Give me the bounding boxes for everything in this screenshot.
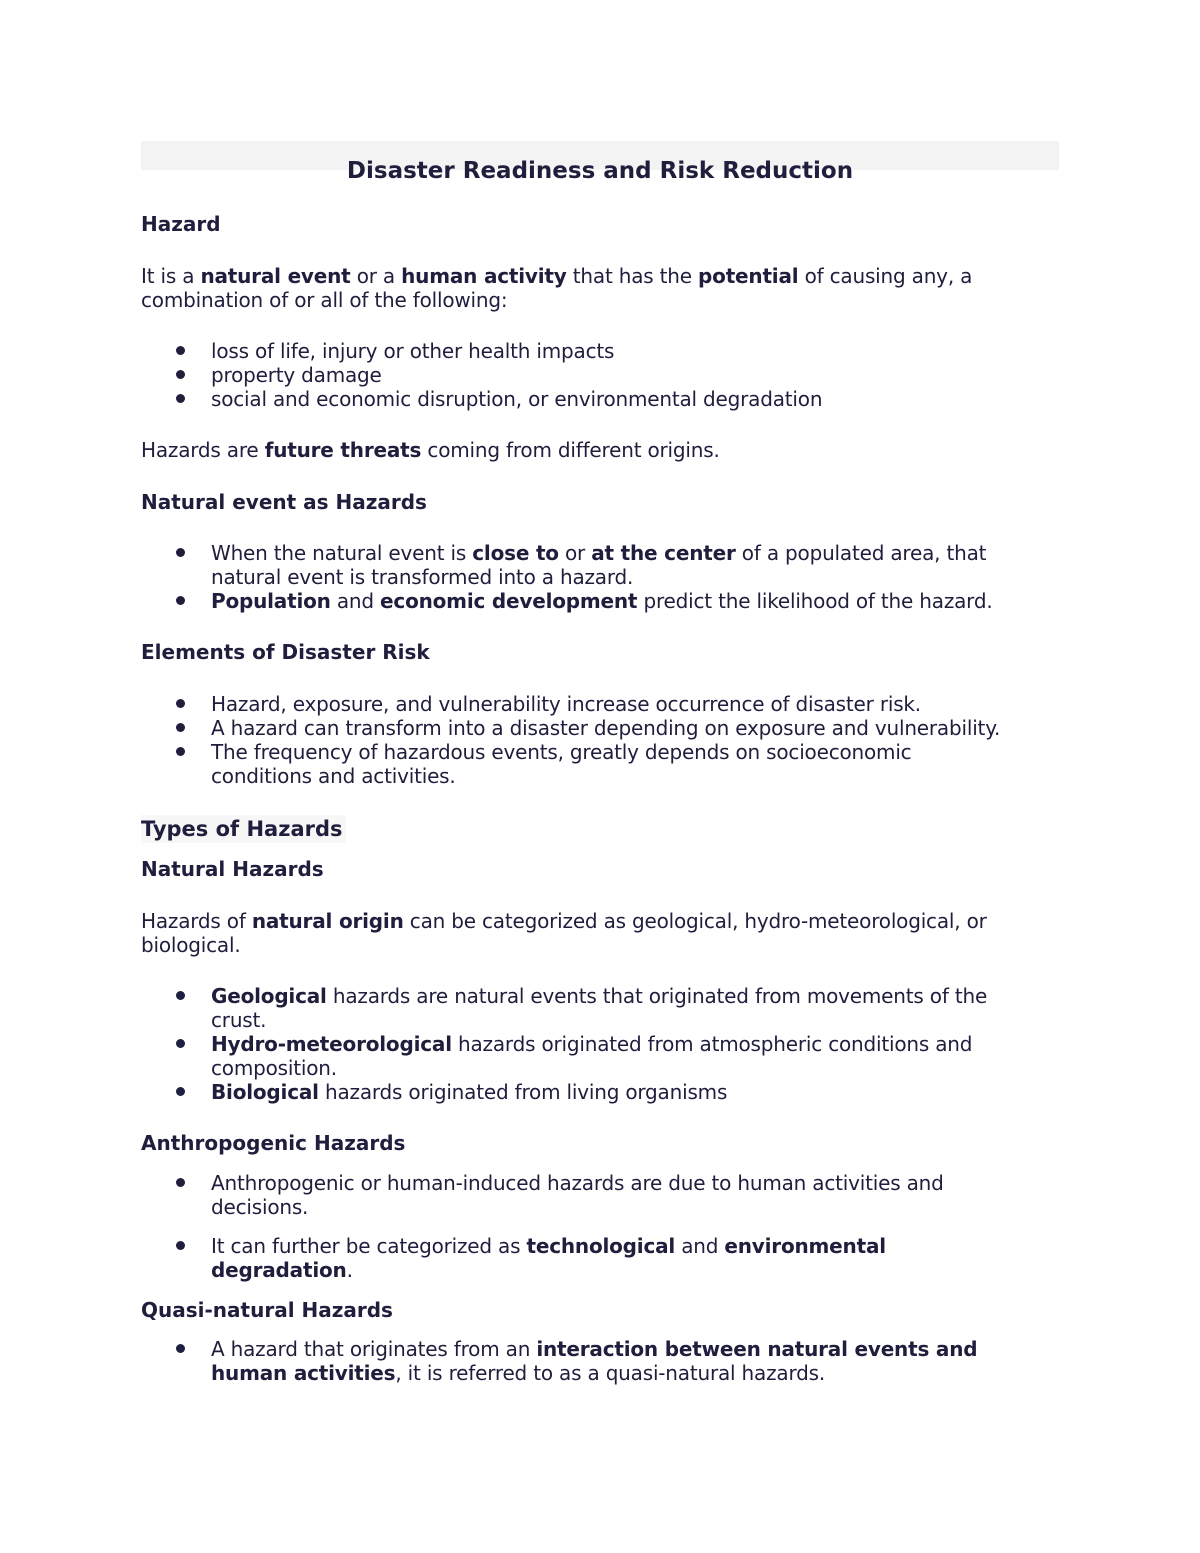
bold-term: natural event — [200, 264, 351, 288]
bold-term: technological — [526, 1234, 676, 1258]
section-heading-quasi: Quasi-natural Hazards — [141, 1298, 393, 1322]
text-run: Hazards of — [141, 909, 252, 933]
bold-term: interaction between natural events and — [536, 1337, 978, 1361]
list-item — [211, 1080, 1061, 1104]
bold-term: economic development — [380, 589, 638, 613]
section-heading-natural-hazards: Natural Hazards — [141, 857, 324, 881]
bullet-icon — [176, 1344, 185, 1353]
text-run: can be categorized as geological, hydro-meteorological, or — [403, 909, 987, 933]
text-run: or — [558, 541, 592, 565]
text-run: hazards are natural events that originated from movements of the — [326, 984, 988, 1008]
bullet-icon — [176, 723, 185, 732]
text-run: Hazards are — [141, 438, 265, 462]
bullet-icon — [176, 747, 185, 756]
bold-term: human activities — [211, 1361, 396, 1385]
bold-term: potential — [698, 264, 799, 288]
list-item: property damage — [211, 363, 382, 387]
hazard-definition — [141, 264, 1061, 312]
section-heading-types: Types of Hazards — [141, 817, 343, 841]
list-item: Hazard, exposure, and vulnerability increase occurrence of disaster risk. — [211, 692, 921, 716]
text-run: coming from different origins. — [421, 438, 720, 462]
list-item — [211, 984, 1061, 1032]
text-run: combination of or all of the following: — [141, 288, 508, 312]
text-run: Anthropogenic or human-induced hazards are due to human activities and — [211, 1171, 944, 1195]
text-run: It can further be categorized as — [211, 1234, 527, 1258]
bold-term: Biological — [211, 1080, 319, 1104]
text-run: When the natural event is — [211, 541, 473, 565]
text-run: hazards originated from living organisms — [318, 1080, 728, 1104]
bold-term: at the center — [591, 541, 736, 565]
text-run: It is a — [141, 264, 201, 288]
text-run: crust. — [211, 1008, 267, 1032]
section-heading-anthropogenic: Anthropogenic Hazards — [141, 1131, 406, 1155]
text-run: hazards originated from atmospheric conditions and — [451, 1032, 973, 1056]
bullet-icon — [176, 346, 185, 355]
text-run: . — [346, 1258, 353, 1282]
text-run: or a — [350, 264, 402, 288]
list-item — [211, 740, 1061, 788]
bullet-icon — [176, 596, 185, 605]
bold-term: degradation — [211, 1258, 347, 1282]
bullet-icon — [176, 1178, 185, 1187]
text-run: A hazard that originates from an — [211, 1337, 537, 1361]
bullet-icon — [176, 1087, 185, 1096]
bullet-icon — [176, 394, 185, 403]
text-run: and — [330, 589, 381, 613]
bold-term: human activity — [401, 264, 567, 288]
text-run: that has the — [566, 264, 699, 288]
text-run: decisions. — [211, 1195, 309, 1219]
bullet-icon — [176, 1241, 185, 1250]
bullet-icon — [176, 991, 185, 1000]
list-item — [211, 589, 1061, 613]
list-item — [211, 1171, 1061, 1219]
document-title: Disaster Readiness and Risk Reduction — [346, 158, 854, 185]
bullet-icon — [176, 548, 185, 557]
text-run: conditions and activities. — [211, 764, 456, 788]
text-run: composition. — [211, 1056, 337, 1080]
bold-term: Hydro-meteorological — [211, 1032, 452, 1056]
bullet-icon — [176, 699, 185, 708]
section-heading-elements: Elements of Disaster Risk — [141, 640, 430, 664]
bold-term: environmental — [724, 1234, 886, 1258]
text-run: predict the likelihood of the hazard. — [637, 589, 993, 613]
natural-hazards-intro — [141, 909, 1061, 957]
bold-term: Population — [211, 589, 331, 613]
list-item — [211, 541, 1061, 589]
list-item — [211, 1234, 1061, 1282]
text-run: natural event is transformed into a hazard. — [211, 565, 634, 589]
bold-term: Geological — [211, 984, 327, 1008]
text-run: The frequency of hazardous events, greatly depends on socioeconomic — [211, 740, 912, 764]
list-item — [211, 1337, 1061, 1385]
section-heading-hazard: Hazard — [141, 212, 221, 236]
bold-term: future threats — [264, 438, 422, 462]
text-run: of causing any, a — [798, 264, 973, 288]
list-item: social and economic disruption, or environmental degradation — [211, 387, 823, 411]
text-run: and — [675, 1234, 725, 1258]
list-item — [211, 1032, 1061, 1080]
section-heading-natural-event: Natural event as Hazards — [141, 490, 427, 514]
bold-term: natural origin — [251, 909, 404, 933]
text-run: of a populated area, that — [735, 541, 987, 565]
future-threats-paragraph — [141, 438, 1061, 462]
bold-term: close to — [472, 541, 559, 565]
list-item: loss of life, injury or other health impacts — [211, 339, 615, 363]
list-item: A hazard can transform into a disaster depending on exposure and vulnerability. — [211, 716, 1001, 740]
bullet-icon — [176, 1039, 185, 1048]
text-run: biological. — [141, 933, 241, 957]
text-run: , it is referred to as a quasi-natural hazards. — [395, 1361, 825, 1385]
bullet-icon — [176, 370, 185, 379]
